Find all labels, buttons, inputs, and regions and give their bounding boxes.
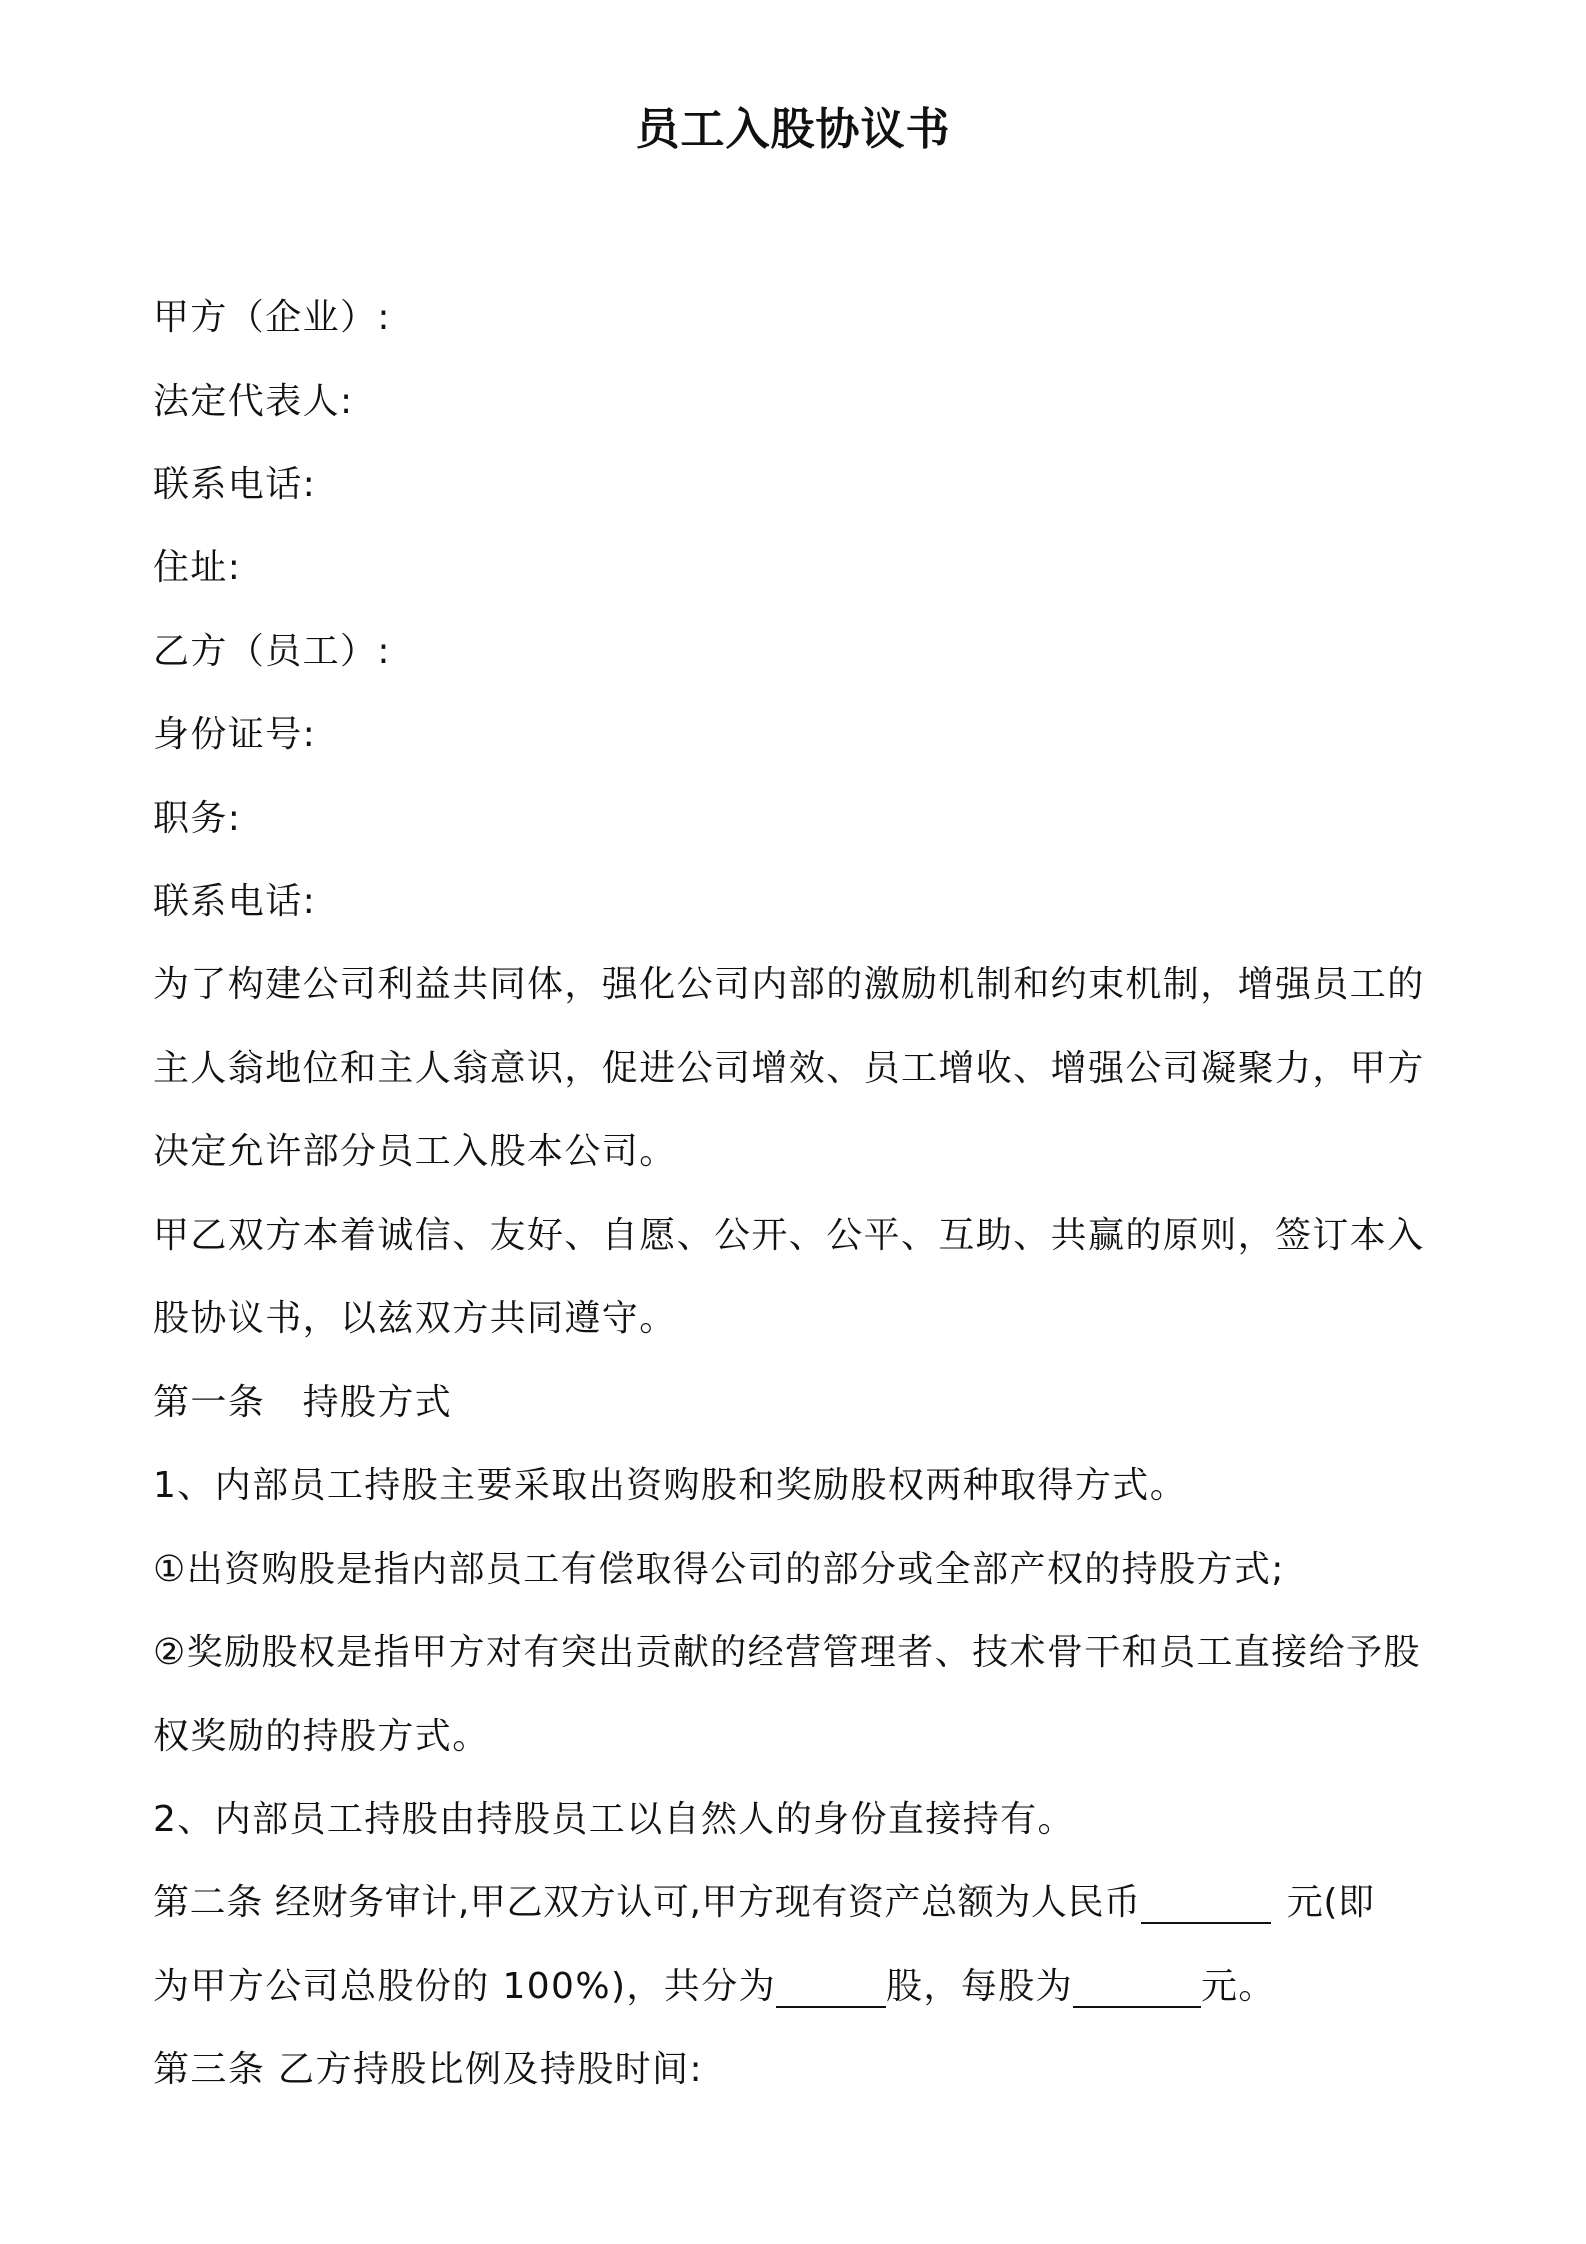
article-1-line: 1、内部员工持股主要采取出资购股和奖励股权两种取得方式。 bbox=[153, 1465, 1188, 1506]
article-1-line: ①出资购股是指内部员工有偿取得公司的部分或全部产权的持股方式; bbox=[153, 1549, 1285, 1590]
article-2-text: 为甲方公司总股份的 100%)，共分为 bbox=[153, 1966, 777, 2007]
party-a-phone-label: 联系电话: bbox=[153, 464, 317, 505]
article-1-heading: 第一条 持股方式 bbox=[153, 1382, 453, 1423]
article-1-line: 2、内部员工持股由持股员工以自然人的身份直接持有。 bbox=[153, 1799, 1075, 1840]
legal-representative-label: 法定代表人: bbox=[153, 381, 354, 422]
total-assets-blank[interactable] bbox=[1141, 1882, 1271, 1924]
article-2-text: 第二条 经财务审计,甲乙双方认可,甲方现有资产总额为人民币 bbox=[153, 1882, 1141, 1923]
position-label: 职务: bbox=[153, 798, 242, 839]
preamble-line: 主人翁地位和主人翁意识，促进公司增效、员工增收、增强公司凝聚力，甲方 bbox=[153, 1048, 1425, 1089]
price-per-share-blank[interactable] bbox=[1073, 1966, 1201, 2008]
preamble-line: 甲乙双方本着诚信、友好、自愿、公开、公平、互助、共赢的原则，签订本入 bbox=[153, 1215, 1425, 1256]
document-title: 员工入股协议书 bbox=[635, 104, 951, 155]
party-b-phone-label: 联系电话: bbox=[153, 881, 317, 922]
article-2-text: 元。 bbox=[1201, 1966, 1276, 2007]
article-2-suffix: 元(即 bbox=[1286, 1882, 1375, 1923]
preamble-line: 决定允许部分员工入股本公司。 bbox=[153, 1131, 677, 1172]
article-2-line bbox=[153, 1878, 1453, 1928]
article-1-line: 权奖励的持股方式。 bbox=[153, 1716, 490, 1757]
id-number-label: 身份证号: bbox=[153, 714, 317, 755]
preamble-line: 为了构建公司利益共同体，强化公司内部的激励机制和约束机制，增强员工的 bbox=[153, 964, 1425, 1005]
article-3-heading: 第三条 乙方持股比例及持股时间: bbox=[153, 2049, 703, 2090]
preamble-line: 股协议书，以兹双方共同遵守。 bbox=[153, 1298, 677, 1339]
article-2-text: 股，每股为 bbox=[886, 1966, 1074, 2007]
address-label: 住址: bbox=[153, 547, 242, 588]
article-1-line: ②奖励股权是指甲方对有突出贡献的经营管理者、技术骨干和员工直接给予股 bbox=[153, 1632, 1421, 1673]
party-b-employee-label: 乙方（员工）: bbox=[153, 631, 391, 672]
total-shares-blank[interactable] bbox=[776, 1966, 886, 2008]
party-a-company-label: 甲方（企业）: bbox=[153, 297, 391, 338]
article-2-line bbox=[153, 1962, 1453, 2012]
